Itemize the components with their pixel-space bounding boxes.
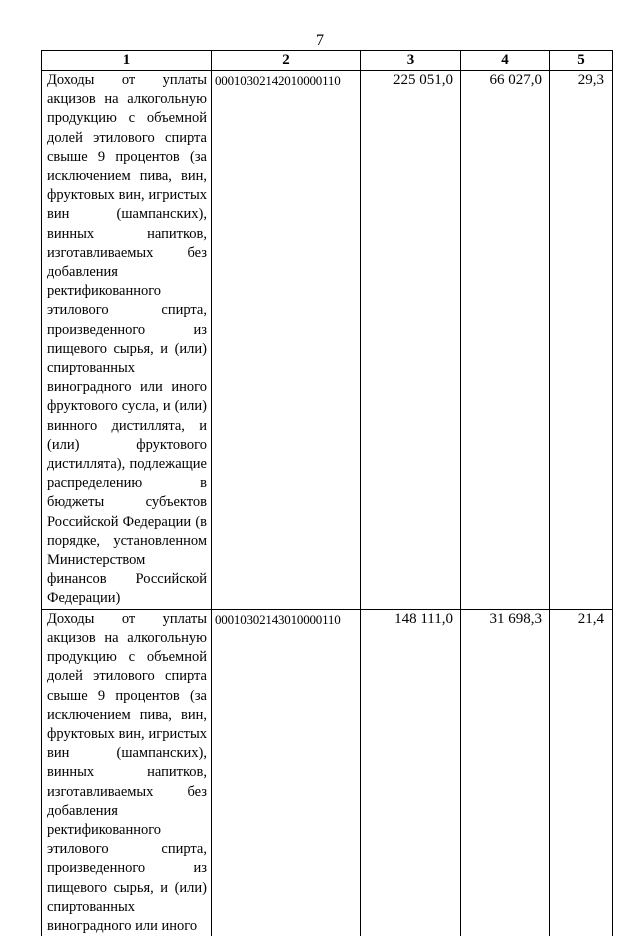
column-header-1: 1 [42,51,212,71]
row-value-col3: 225 051,0 [361,71,461,610]
table-header-row [42,51,613,71]
row-percent-col5: 29,3 [550,71,613,610]
column-header-4: 4 [461,51,550,71]
row-budget-code: 00010302143010000110 [212,609,361,936]
row-value-col4: 66 027,0 [461,71,550,610]
row-value-col4: 31 698,3 [461,609,550,936]
row-percent-col5: 21,4 [550,609,613,936]
column-header-5: 5 [550,51,613,71]
row-description: Доходы от уплаты акцизов на алкогольную продукцию с объемной долей этилового спирта свыше 9 процентов (за исключением пива, вин, фруктовых вин, игристых вин (шампанских), винных напитков, изготавливаемых без добавления ректификованного этилового спирта, произведенного из пищевого сырья, и (или) спиртованных виноградного или иного [42,609,212,936]
table-row [42,71,613,610]
table-row [42,609,613,936]
column-header-3: 3 [361,51,461,71]
row-budget-code: 00010302142010000110 [212,71,361,610]
column-header-2: 2 [212,51,361,71]
row-description: Доходы от уплаты акцизов на алкогольную продукцию с объемной долей этилового спирта свыше 9 процентов (за исключением пива, вин, фруктовых вин, игристых вин (шампанских), винных напитков, изготавливаемых без добавления ректификованного этилового спирта, произведенного из пищевого сырья, и (или) спиртованных виноградного или иного фруктового сусла, и (или) винного дистиллята, и (или) фруктового дистиллята), подлежащие распределению в бюджеты субъектов Российской Федерации (в порядке, установленном Министерством финансов Российской Федерации) [42,71,212,610]
revenue-table [41,50,613,936]
page-number: 7 [316,32,324,49]
row-value-col3: 148 111,0 [361,609,461,936]
